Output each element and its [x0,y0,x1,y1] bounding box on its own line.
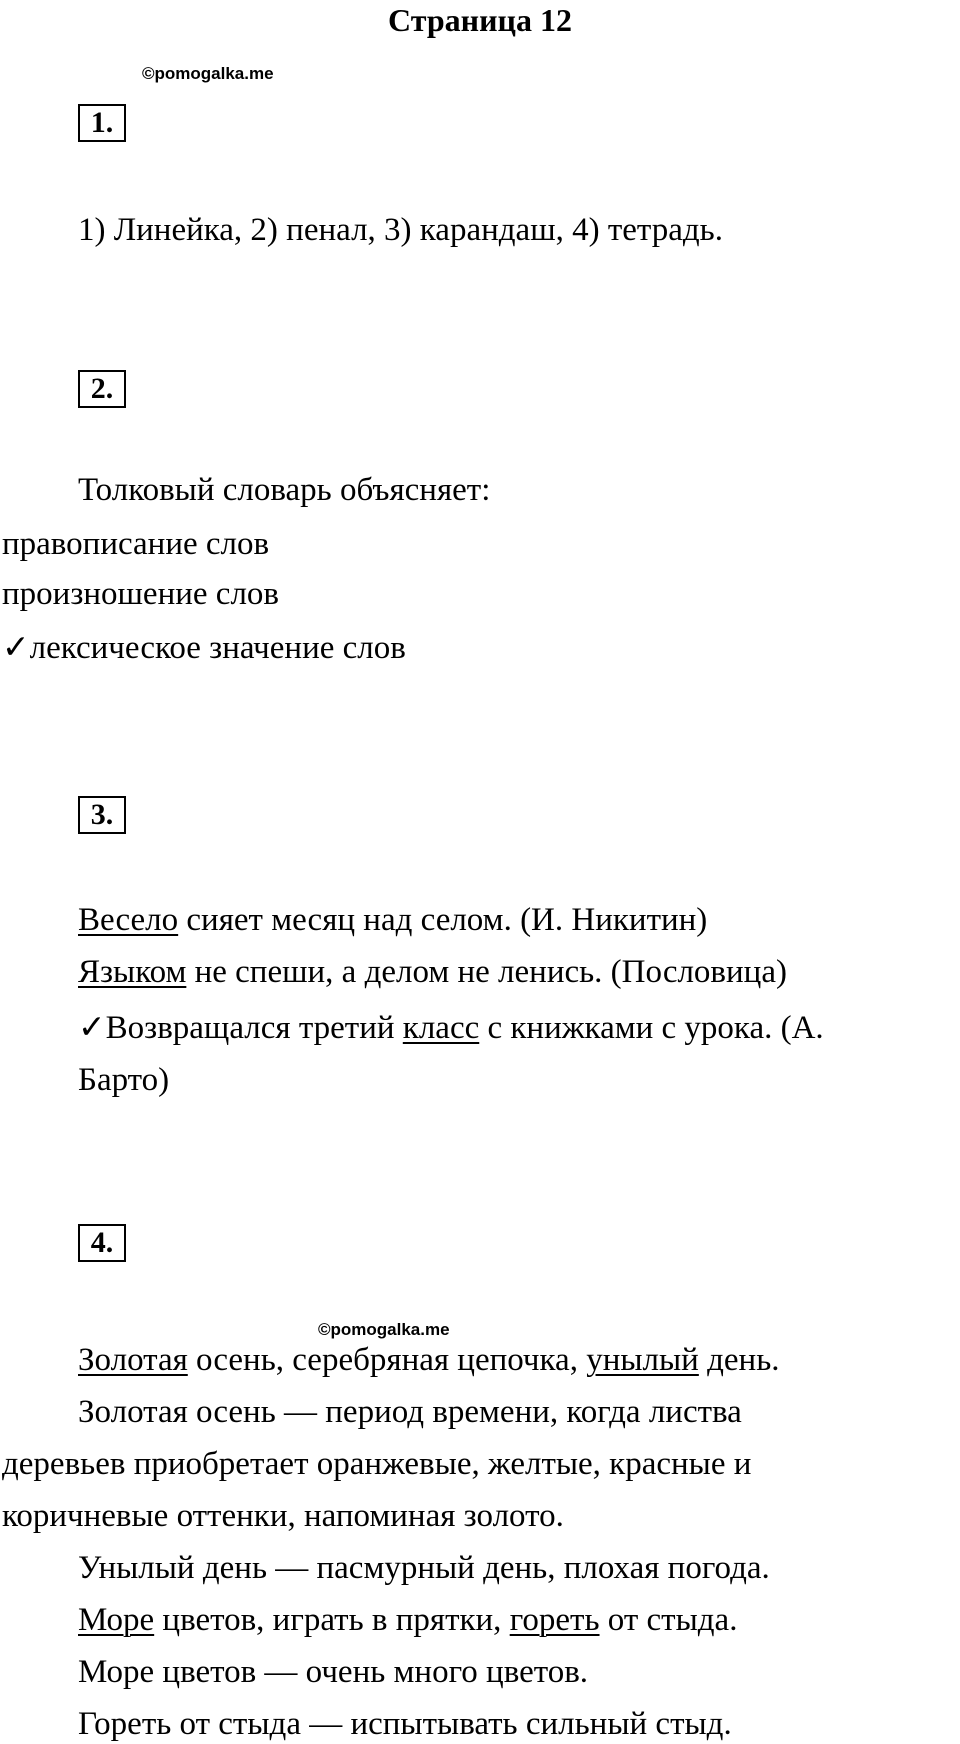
task4-para1-line-2: деревьев приобретает оранжевые, желтые, красные и [2,1446,752,1482]
task-number-3: 3. [78,796,126,834]
underlined-word: Языком [78,954,187,990]
check-mark-icon: ✓ [78,1010,106,1046]
underlined-word: Море [78,1602,155,1638]
page-title: Страница 12 [388,2,572,38]
task2-option-2: произношение слов [2,576,279,612]
task4-para3: Море цветов — очень много цветов. [78,1654,589,1690]
underlined-word: Весело [78,902,179,938]
task1-answer: 1) Линейка, 2) пенал, 3) карандаш, 4) тетрадь. [78,212,723,248]
task2-option-3-text: лексическое значение слов [29,630,406,666]
task2-option-3 [2,628,406,668]
task3-line-3: ✓Возвращался третий класс с книжками с урока. (А. [78,1010,824,1046]
task-number-4: 4. [78,1224,126,1262]
underlined-word: гореть [509,1602,600,1638]
task4-para4: Гореть от стыда — испытывать сильный стыд. [78,1706,732,1742]
check-mark-icon: ✓ [2,630,30,666]
task4-para1-line-1: Золотая осень — период времени, когда листва [78,1394,742,1430]
task2-option-1: правописание слов [2,526,270,562]
task3-line-1: Весело сияет месяц над селом. (И. Никитин) [78,902,708,938]
underlined-word: класс [402,1010,480,1046]
task4-para1-line-3: коричневые оттенки, напоминая золото. [2,1498,564,1534]
task4-line-2: Море цветов, играть в прятки, гореть от стыда. [78,1602,738,1638]
watermark: ©pomogalka.me [142,64,274,83]
task-number-2: 2. [78,370,126,408]
task4-line-1: Золотая осень, серебряная цепочка, унылый день. [78,1342,780,1378]
task-number-1: 1. [78,104,126,142]
task4-para2: Унылый день — пасмурный день, плохая погода. [78,1550,770,1586]
task3-line-4: Барто) [78,1062,170,1098]
watermark: ©pomogalka.me [318,1320,450,1339]
task2-intro: Толковый словарь объясняет: [78,472,491,508]
underlined-word: Золотая [78,1342,188,1378]
task3-line-2: Языком не спеши, а делом не ленись. (Пословица) [78,954,787,990]
underlined-word: унылый [586,1342,699,1378]
